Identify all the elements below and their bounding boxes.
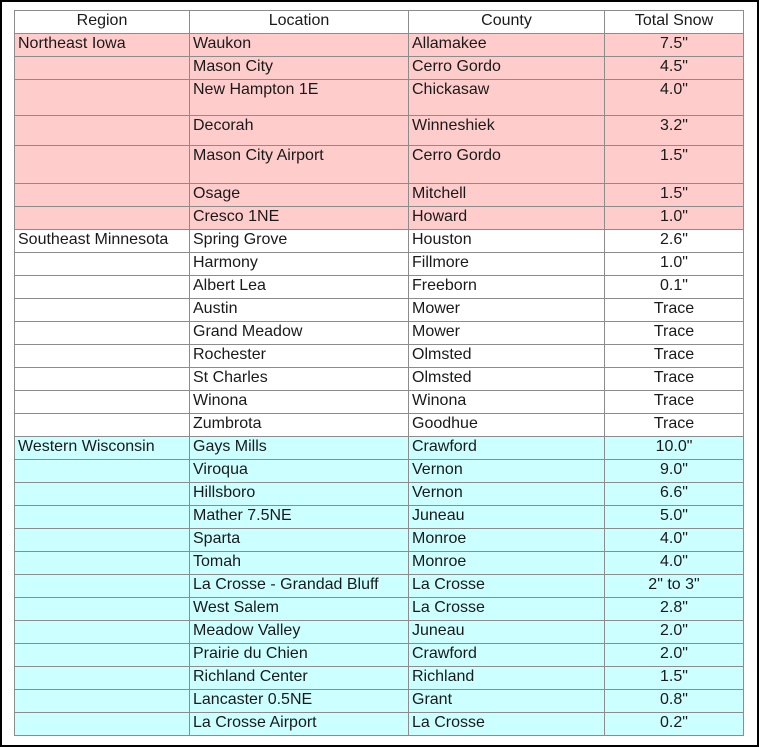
region-cell [15,253,190,276]
table-row [15,184,744,207]
table-row [15,57,744,80]
table-row [15,552,744,575]
location-cell: Grand Meadow [190,322,409,345]
location-cell: St Charles [190,368,409,391]
region-cell [15,598,190,621]
location-cell: Gays Mills [190,437,409,460]
region-cell [15,184,190,207]
county-cell: Vernon [409,460,605,483]
location-cell: Sparta [190,529,409,552]
table-row [15,34,744,57]
location-cell: Harmony [190,253,409,276]
snow-cell: 2.0" [605,621,744,644]
table-row [15,253,744,276]
region-cell [15,575,190,598]
region-cell [15,483,190,506]
region-cell [15,690,190,713]
location-cell: Mason City [190,57,409,80]
region-cell [15,322,190,345]
table-row [15,713,744,736]
snow-cell: 1.0" [605,253,744,276]
location-cell: Osage [190,184,409,207]
county-cell: Mower [409,322,605,345]
county-cell: Winneshiek [409,116,605,146]
county-cell: Olmsted [409,368,605,391]
county-cell: Crawford [409,644,605,667]
county-cell: Richland [409,667,605,690]
header-row [15,11,744,34]
region-cell [15,621,190,644]
header-location: Location [190,11,409,34]
region-cell [15,80,190,116]
county-cell: Cerro Gordo [409,146,605,184]
header-county: County [409,11,605,34]
region-cell [15,276,190,299]
table-row [15,146,744,184]
county-cell: Crawford [409,437,605,460]
snow-cell: 10.0" [605,437,744,460]
county-cell: Olmsted [409,345,605,368]
region-cell: Northeast Iowa [15,34,190,57]
location-cell: Hillsboro [190,483,409,506]
location-cell: Decorah [190,116,409,146]
region-cell [15,552,190,575]
table-row [15,322,744,345]
location-cell: Mason City Airport [190,146,409,184]
location-cell: Viroqua [190,460,409,483]
county-cell: Howard [409,207,605,230]
county-cell: Vernon [409,483,605,506]
snow-cell: 4.0" [605,529,744,552]
snow-cell: 2.8" [605,598,744,621]
snow-cell: Trace [605,368,744,391]
location-cell: Austin [190,299,409,322]
location-cell: Waukon [190,34,409,57]
county-cell: Chickasaw [409,80,605,116]
snow-cell: 7.5" [605,34,744,57]
table-row [15,116,744,146]
table-row [15,506,744,529]
region-cell [15,207,190,230]
location-cell: New Hampton 1E [190,80,409,116]
county-cell: Freeborn [409,276,605,299]
region-cell [15,644,190,667]
county-cell: Mower [409,299,605,322]
snow-cell: 0.1" [605,276,744,299]
county-cell: Monroe [409,529,605,552]
county-cell: La Crosse [409,598,605,621]
county-cell: Fillmore [409,253,605,276]
snow-cell: 6.6" [605,483,744,506]
county-cell: Mitchell [409,184,605,207]
table-row [15,483,744,506]
table-row [15,80,744,116]
table-row [15,621,744,644]
region-cell [15,529,190,552]
snow-cell: 4.0" [605,552,744,575]
table-body [15,34,744,736]
snow-cell: 2.6" [605,230,744,253]
region-cell [15,667,190,690]
location-cell: Albert Lea [190,276,409,299]
table-row [15,437,744,460]
table-row [15,414,744,437]
table-row [15,230,744,253]
snow-cell: 1.5" [605,146,744,184]
county-cell: Houston [409,230,605,253]
snow-cell: 2" to 3" [605,575,744,598]
county-cell: Cerro Gordo [409,57,605,80]
snow-cell: Trace [605,299,744,322]
county-cell: Goodhue [409,414,605,437]
county-cell: Allamakee [409,34,605,57]
county-cell: Grant [409,690,605,713]
snow-cell: 1.5" [605,184,744,207]
snow-cell: Trace [605,345,744,368]
snow-cell: 4.0" [605,80,744,116]
location-cell: Richland Center [190,667,409,690]
location-cell: Zumbrota [190,414,409,437]
snow-cell: 4.5" [605,57,744,80]
region-cell [15,414,190,437]
snow-cell: Trace [605,391,744,414]
table-row [15,575,744,598]
region-cell [15,460,190,483]
region-cell [15,116,190,146]
snow-cell: 3.2" [605,116,744,146]
location-cell: La Crosse Airport [190,713,409,736]
snow-cell: 1.5" [605,667,744,690]
snow-cell: 0.2" [605,713,744,736]
table-row [15,299,744,322]
table-row [15,667,744,690]
location-cell: Winona [190,391,409,414]
region-cell [15,713,190,736]
location-cell: Cresco 1NE [190,207,409,230]
table-row [15,345,744,368]
snow-cell: 2.0" [605,644,744,667]
table-row [15,368,744,391]
table-row [15,460,744,483]
county-cell: La Crosse [409,575,605,598]
table-row [15,391,744,414]
header-total-snow: Total Snow [605,11,744,34]
location-cell: Lancaster 0.5NE [190,690,409,713]
table-row [15,529,744,552]
table-row [15,207,744,230]
header-region: Region [15,11,190,34]
snow-cell: 9.0" [605,460,744,483]
location-cell: La Crosse - Grandad Bluff [190,575,409,598]
snow-cell: 5.0" [605,506,744,529]
region-cell: Western Wisconsin [15,437,190,460]
table-row [15,276,744,299]
location-cell: Tomah [190,552,409,575]
region-cell [15,57,190,80]
table-row [15,598,744,621]
region-cell [15,391,190,414]
location-cell: Prairie du Chien [190,644,409,667]
county-cell: Juneau [409,506,605,529]
snow-cell: Trace [605,322,744,345]
location-cell: Mather 7.5NE [190,506,409,529]
snow-cell: 1.0" [605,207,744,230]
county-cell: Juneau [409,621,605,644]
snow-cell: Trace [605,414,744,437]
region-cell [15,299,190,322]
location-cell: West Salem [190,598,409,621]
region-cell [15,146,190,184]
county-cell: La Crosse [409,713,605,736]
location-cell: Rochester [190,345,409,368]
table-row [15,690,744,713]
region-cell: Southeast Minnesota [15,230,190,253]
region-cell [15,345,190,368]
region-cell [15,506,190,529]
location-cell: Meadow Valley [190,621,409,644]
snowfall-table [14,10,744,736]
county-cell: Monroe [409,552,605,575]
location-cell: Spring Grove [190,230,409,253]
snow-cell: 0.8" [605,690,744,713]
table-row [15,644,744,667]
region-cell [15,368,190,391]
county-cell: Winona [409,391,605,414]
